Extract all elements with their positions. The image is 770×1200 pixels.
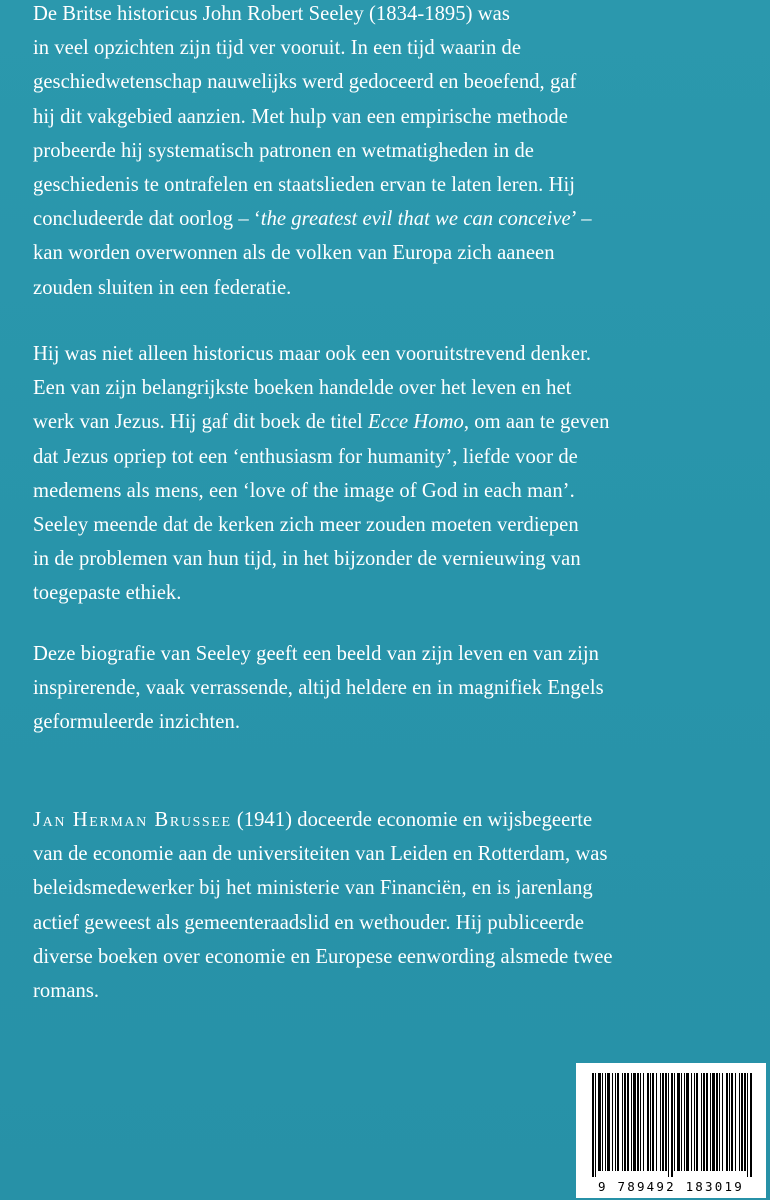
text-fragment: (1941) doceerde economie en wijsbegeerte (231, 809, 593, 831)
text-line: Deze biografie van Seeley geeft een beeld van zijn leven en van zijn (33, 643, 600, 665)
barcode-bar (706, 1073, 708, 1171)
text-line: in veel opzichten zijn tijd ver vooruit. In een tijd waarin de (33, 37, 522, 60)
barcode-bar (716, 1073, 718, 1171)
barcode-bar (622, 1073, 623, 1171)
text-line: geschiedenis te ontrafelen en staatslieden ervan te laten leren. Hij (33, 174, 576, 197)
barcode-bar (691, 1073, 692, 1171)
barcode-bar (703, 1073, 705, 1171)
barcode-bar (631, 1073, 632, 1171)
text-line: beleidsmedewerker bij het ministerie van Financiën, en is jarenlang (33, 877, 593, 900)
text-fragment: concludeerde dat oorlog – ‘ (33, 208, 261, 231)
text-line: Hij was niet alleen historicus maar ook een vooruitstrevend denker. (33, 343, 592, 365)
barcode-bar (739, 1073, 740, 1171)
barcode-bar (615, 1073, 616, 1171)
barcode-bar (652, 1073, 654, 1171)
text-line: Een van zijn belangrijkste boeken handelde over het leven en het (33, 377, 572, 400)
text-line-with-author (33, 803, 753, 837)
text-line-with-quote (33, 202, 753, 236)
barcode-bar (643, 1073, 644, 1171)
author-name: Jan Herman Brussee (33, 809, 232, 831)
barcode-bar (696, 1073, 698, 1171)
barcode-bar (656, 1073, 657, 1171)
blurb-paragraph-3 (33, 637, 753, 740)
barcode-bar (710, 1073, 711, 1171)
blurb-paragraph-1 (33, 0, 753, 305)
text-line: zouden sluiten in een federatie. (33, 276, 292, 299)
barcode-bar (729, 1073, 730, 1171)
text-line: dat Jezus opriep tot een ‘enthusiasm for humanity’, liefde voor de (33, 445, 578, 468)
barcode-bar (726, 1073, 728, 1171)
barcode-bar (598, 1073, 601, 1171)
barcode-bar (624, 1073, 626, 1171)
barcode-bars (576, 1063, 766, 1198)
barcode-bar (607, 1073, 610, 1171)
italic-book-title: Ecce Homo (367, 411, 464, 434)
barcode-bar (595, 1073, 596, 1177)
barcode-bar (701, 1073, 702, 1171)
barcode-bar (686, 1073, 689, 1171)
isbn-barcode (576, 1063, 766, 1198)
barcode-bar (650, 1073, 651, 1171)
barcode-bar (719, 1073, 720, 1171)
barcode-bar (681, 1073, 682, 1171)
barcode-bar (747, 1073, 748, 1177)
barcode-bar (602, 1073, 603, 1171)
barcode-bar (592, 1073, 594, 1177)
barcode-bar (722, 1073, 723, 1171)
barcode-bar (627, 1073, 629, 1171)
text-line: toegepaste ethiek. (33, 582, 182, 605)
barcode-bar (665, 1073, 667, 1171)
barcode-bar (750, 1073, 752, 1177)
text-line: diverse boeken over economie en Europese eenwording alsmede twee (33, 945, 613, 968)
barcode-bar (674, 1073, 675, 1171)
barcode-bar (633, 1073, 636, 1171)
barcode-bar (684, 1073, 685, 1171)
text-line: De Britse historicus John Robert Seeley (1834-1895) was (33, 3, 510, 25)
text-line: geschiedwetenschap nauwelijks werd gedoceerd en beoefend, gaf (33, 71, 577, 94)
italic-quote: the greatest evil that we can conceive (260, 208, 571, 231)
barcode-bar (735, 1073, 736, 1171)
barcode-bar (640, 1073, 641, 1171)
barcode-bar (662, 1073, 664, 1171)
barcode-bar (637, 1073, 639, 1171)
barcode-bar (712, 1073, 715, 1171)
barcode-bar (741, 1073, 743, 1171)
text-line: romans. (33, 980, 100, 1003)
text-line: medemens als mens, een ‘love of the image of God in each man’. (33, 479, 575, 502)
barcode-bar (744, 1073, 746, 1171)
text-fragment: ’ – (570, 208, 592, 231)
text-line: van de economie aan de universiteiten van Leiden en Rotterdam, was (33, 843, 608, 866)
barcode-bar (694, 1073, 695, 1171)
text-line: Seeley meende dat de kerken zich meer zouden moeten verdiepen (33, 514, 579, 537)
barcode-bar (668, 1073, 669, 1177)
text-line-with-title (33, 405, 753, 439)
text-fragment: , om aan te geven (463, 411, 610, 434)
text-line: hij dit vakgebied aanzien. Met hulp van een empirische methode (33, 105, 568, 128)
barcode-bar (612, 1073, 613, 1171)
barcode-bar (677, 1073, 680, 1171)
text-line: kan worden overwonnen als de volken van Europa zich aaneen (33, 242, 555, 265)
barcode-bar (605, 1073, 606, 1171)
barcode-bar (660, 1073, 661, 1171)
barcode-bar (731, 1073, 733, 1171)
barcode-digits: 9 789492 183019 (598, 1179, 744, 1194)
author-bio (33, 803, 753, 1008)
barcode-bar (617, 1073, 619, 1171)
text-line: in de problemen van hun tijd, in het bijzonder de vernieuwing van (33, 548, 581, 571)
text-line: geformuleerde inzichten. (33, 711, 241, 734)
text-line: probeerde hij systematisch patronen en wetmatigheden in de (33, 139, 534, 162)
text-line: actief geweest als gemeenteraadslid en wethouder. Hij publiceerde (33, 911, 585, 934)
text-fragment: werk van Jezus. Hij gaf dit boek de titel (33, 411, 368, 434)
blurb-paragraph-2 (33, 337, 753, 611)
barcode-bar (671, 1073, 673, 1177)
text-line: inspirerende, vaak verrassende, altijd heldere en in magnifiek Engels (33, 677, 604, 700)
barcode-bar (647, 1073, 649, 1171)
